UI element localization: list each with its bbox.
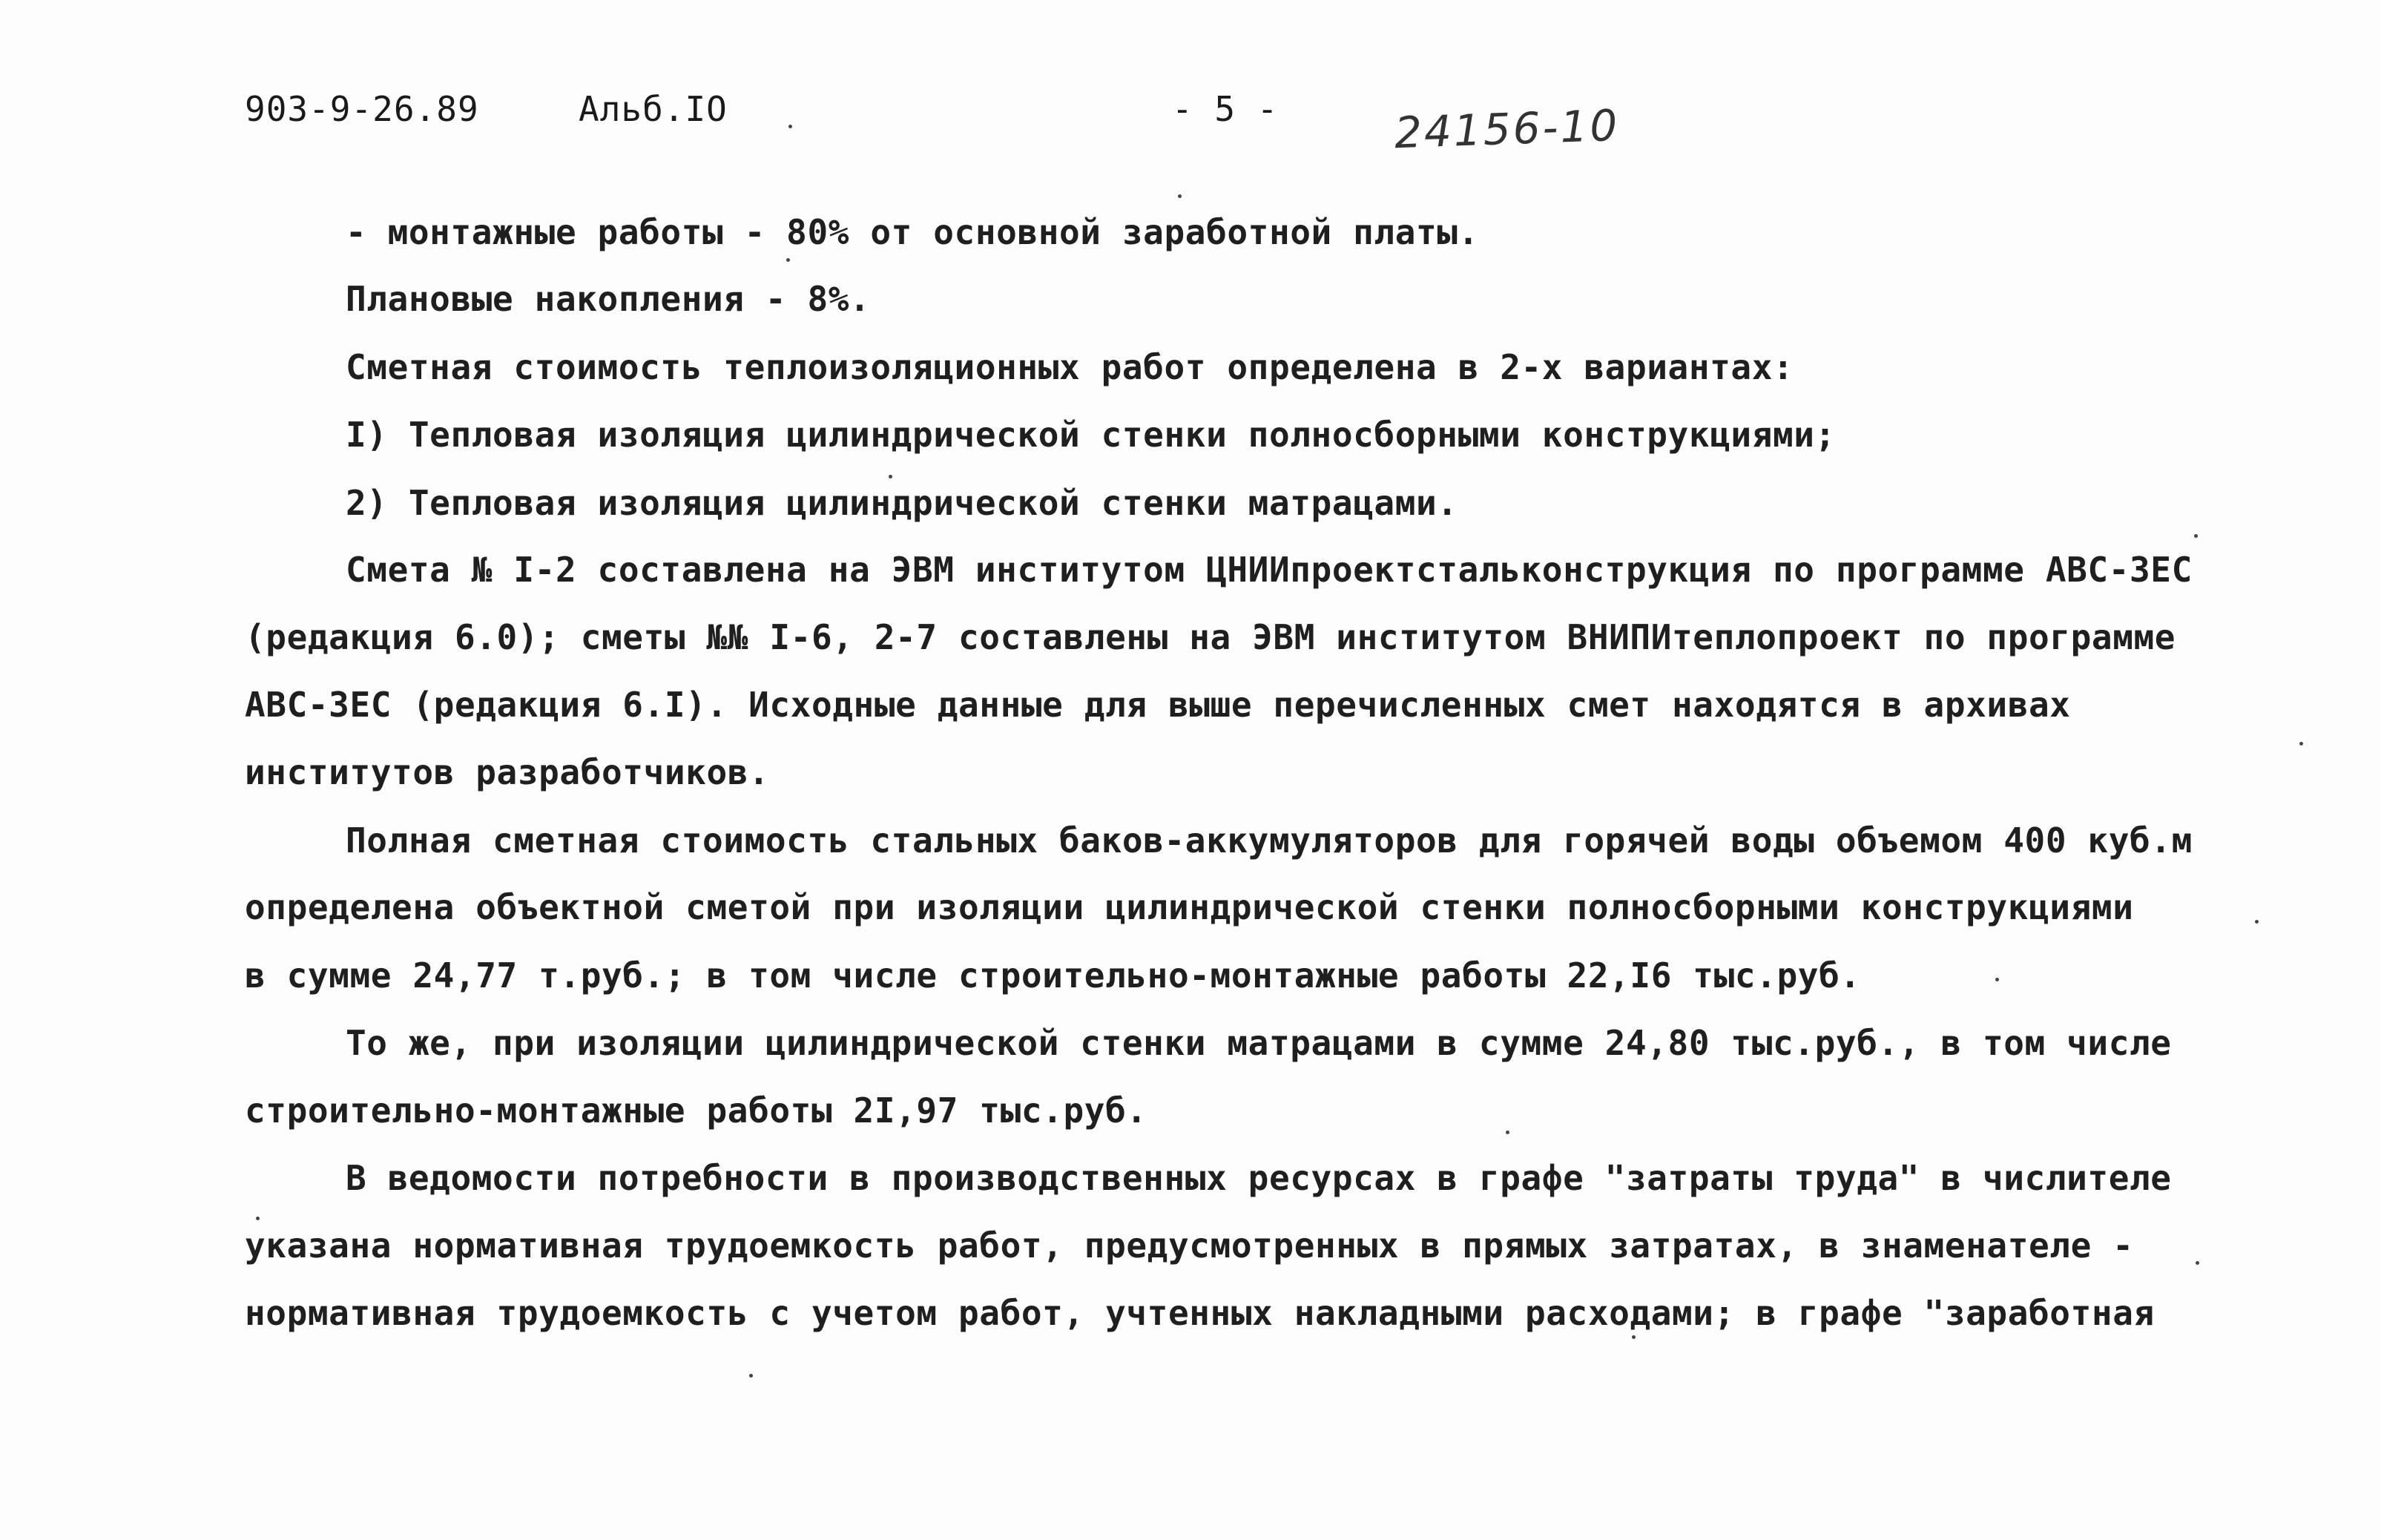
body-line-5: 2) Тепловая изоляция цилиндрической стенки матрацами. xyxy=(346,483,1458,523)
body-line-4: I) Тепловая изоляция цилиндрической стенки полносборными конструкциями; xyxy=(346,415,1836,455)
body-line-12: в сумме 24,77 т.руб.; в том числе строительно-монтажные работы 22,I6 тыс.руб. xyxy=(245,955,1861,996)
scan-speck xyxy=(786,258,790,262)
scan-speck xyxy=(256,1217,260,1220)
scan-speck xyxy=(2255,920,2259,924)
scan-speck xyxy=(2196,1261,2199,1265)
body-line-11: определена объектной сметой при изоляции цилиндрической стенки полносборными конструкциями xyxy=(245,887,2134,927)
body-line-16: указана нормативная трудоемкость работ, предусмотренных в прямых затратах, в знаменателе - xyxy=(245,1225,2134,1266)
body-line-8: АВС-3ЕС (редакция 6.I). Исходные данные для выше перечисленных смет находятся в архивах xyxy=(245,685,2071,725)
scan-speck xyxy=(1506,1131,1509,1134)
body-line-7: (редакция 6.0); сметы №№ I-6, 2-7 составлены на ЭВМ институтом ВНИПИтеплопроект по программе xyxy=(245,617,2176,657)
scan-speck xyxy=(889,475,892,478)
body-line-15: В ведомости потребности в производственных ресурсах в графе "затраты труда" в числителе xyxy=(346,1158,2172,1198)
body-line-6: Смета № I-2 составлена на ЭВМ институтом ЦНИИпроектстальконструкция по программе АВС-3ЕС xyxy=(346,550,2193,590)
scan-speck xyxy=(1178,194,1182,198)
body-line-17: нормативная трудоемкость с учетом работ, учтенных накладными расходами; в графе "заработная xyxy=(245,1293,2155,1333)
body-line-14: строительно-монтажные работы 2I,97 тыс.руб. xyxy=(245,1090,1147,1131)
document-code: 903-9-26.89 xyxy=(245,89,479,129)
body-line-3: Сметная стоимость теплоизоляционных работ определена в 2-х вариантах: xyxy=(346,347,1794,387)
body-line-2: Плановые накопления - 8%. xyxy=(346,279,871,319)
scan-speck xyxy=(1995,978,1999,981)
scan-speck xyxy=(2299,742,2303,746)
scan-speck xyxy=(749,1374,753,1378)
body-line-13: То же, при изоляции цилиндрической стенки матрацами в сумме 24,80 тыс.руб., в том числе xyxy=(346,1023,2172,1063)
page-number: - 5 - xyxy=(1172,89,1279,129)
body-line-10: Полная сметная стоимость стальных баков-аккумуляторов для горячей воды объемом 400 куб.м xyxy=(346,820,2193,861)
scan-speck xyxy=(788,125,792,128)
scan-speck xyxy=(2194,534,2198,538)
body-line-1: - монтажные работы - 80% от основной заработной платы. xyxy=(346,212,1479,252)
scan-speck xyxy=(1632,1335,1636,1339)
album-number: Альб.IO xyxy=(579,89,728,129)
body-line-9: институтов разработчиков. xyxy=(245,752,770,792)
handwritten-inventory-number: 24156-10 xyxy=(1393,99,1621,159)
